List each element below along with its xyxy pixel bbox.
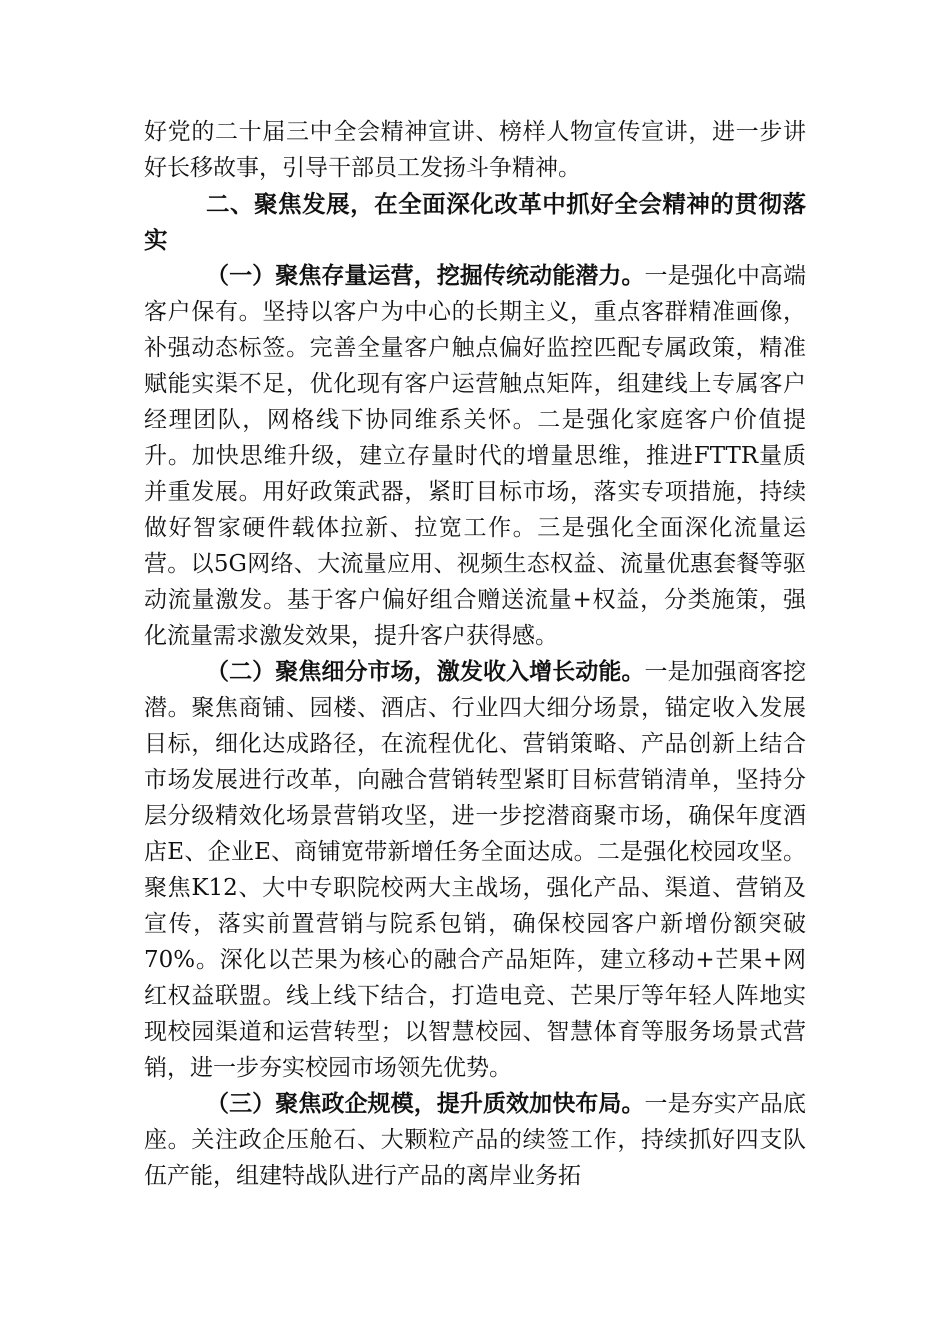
paragraph-1 [144,258,806,654]
paragraph-2 [144,654,806,1086]
paragraph-1-heading: （一）聚焦存量运营，挖掘传统动能潜力。 [206,262,645,289]
paragraph-2-body: 一是加强商客挖潜。聚焦商铺、园楼、酒店、行业四大细分场景，锚定收入发展目标，细化达成路径，在流程优化、营销策略、产品创新上结合市场发展进行改革，向融合营销转型紧盯目标营销清单，坚持分层分级精效化场景营销攻坚，进一步挖潜商聚市场，确保年度酒店E、企业E、商铺宽带新增任务全面达成。二是强化校园攻坚。聚焦K12、大中专职院校两大主战场，强化产品、渠道、营销及宣传，落实前置营销与院系包销，确保校园客户新增份额突破70%。深化以芒果为核心的融合产品矩阵，建立移动+芒果+网红权益联盟。线上线下结合，打造电竞、芒果厅等年轻人阵地实现校园渠道和运营转型；以智慧校园、智慧体育等服务场景式营销，进一步夯实校园市场领先优势。 [144,659,807,1081]
section-heading: 二、聚焦发展，在全面深化改革中抓好全会精神的贯彻落实 [144,190,806,254]
continuation-paragraph: 好党的二十届三中全会精神宣讲、榜样人物宣传宣讲，进一步讲好长移故事，引导干部员工发扬斗争精神。 [144,119,806,181]
paragraph-3-heading: （三）聚焦政企规模，提升质效加快布局。 [206,1090,645,1117]
paragraph-3 [144,1086,806,1194]
paragraph-3-body: 一是夯实产品底座。关注政企压舱石、大颗粒产品的续签工作，持续抓好四支队伍产能，组建特战队进行产品的离岸业务拓 [144,1091,807,1189]
paragraph-2-heading: （二）聚焦细分市场，激发收入增长动能。 [206,658,645,685]
document-page [144,114,806,1194]
paragraph-1-body: 一是强化中高端客户保有。坚持以客户为中心的长期主义，重点客群精准画像，补强动态标签。完善全量客户触点偏好监控匹配专属政策，精准赋能实渠不足，优化现有客户运营触点矩阵，组建线上专属客户经理团队，网格线下协同维系关怀。二是强化家庭客户价值提升。加快思维升级，建立存量时代的增量思维，推进FTTR量质并重发展。用好政策武器，紧盯目标市场，落实专项措施，持续做好智家硬件载体拉新、拉宽工作。三是强化全面深化流量运营。以5G网络、大流量应用、视频生态权益、流量优惠套餐等驱动流量激发。基于客户偏好组合赠送流量+权益，分类施策，强化流量需求激发效果，提升客户获得感。 [144,263,807,649]
